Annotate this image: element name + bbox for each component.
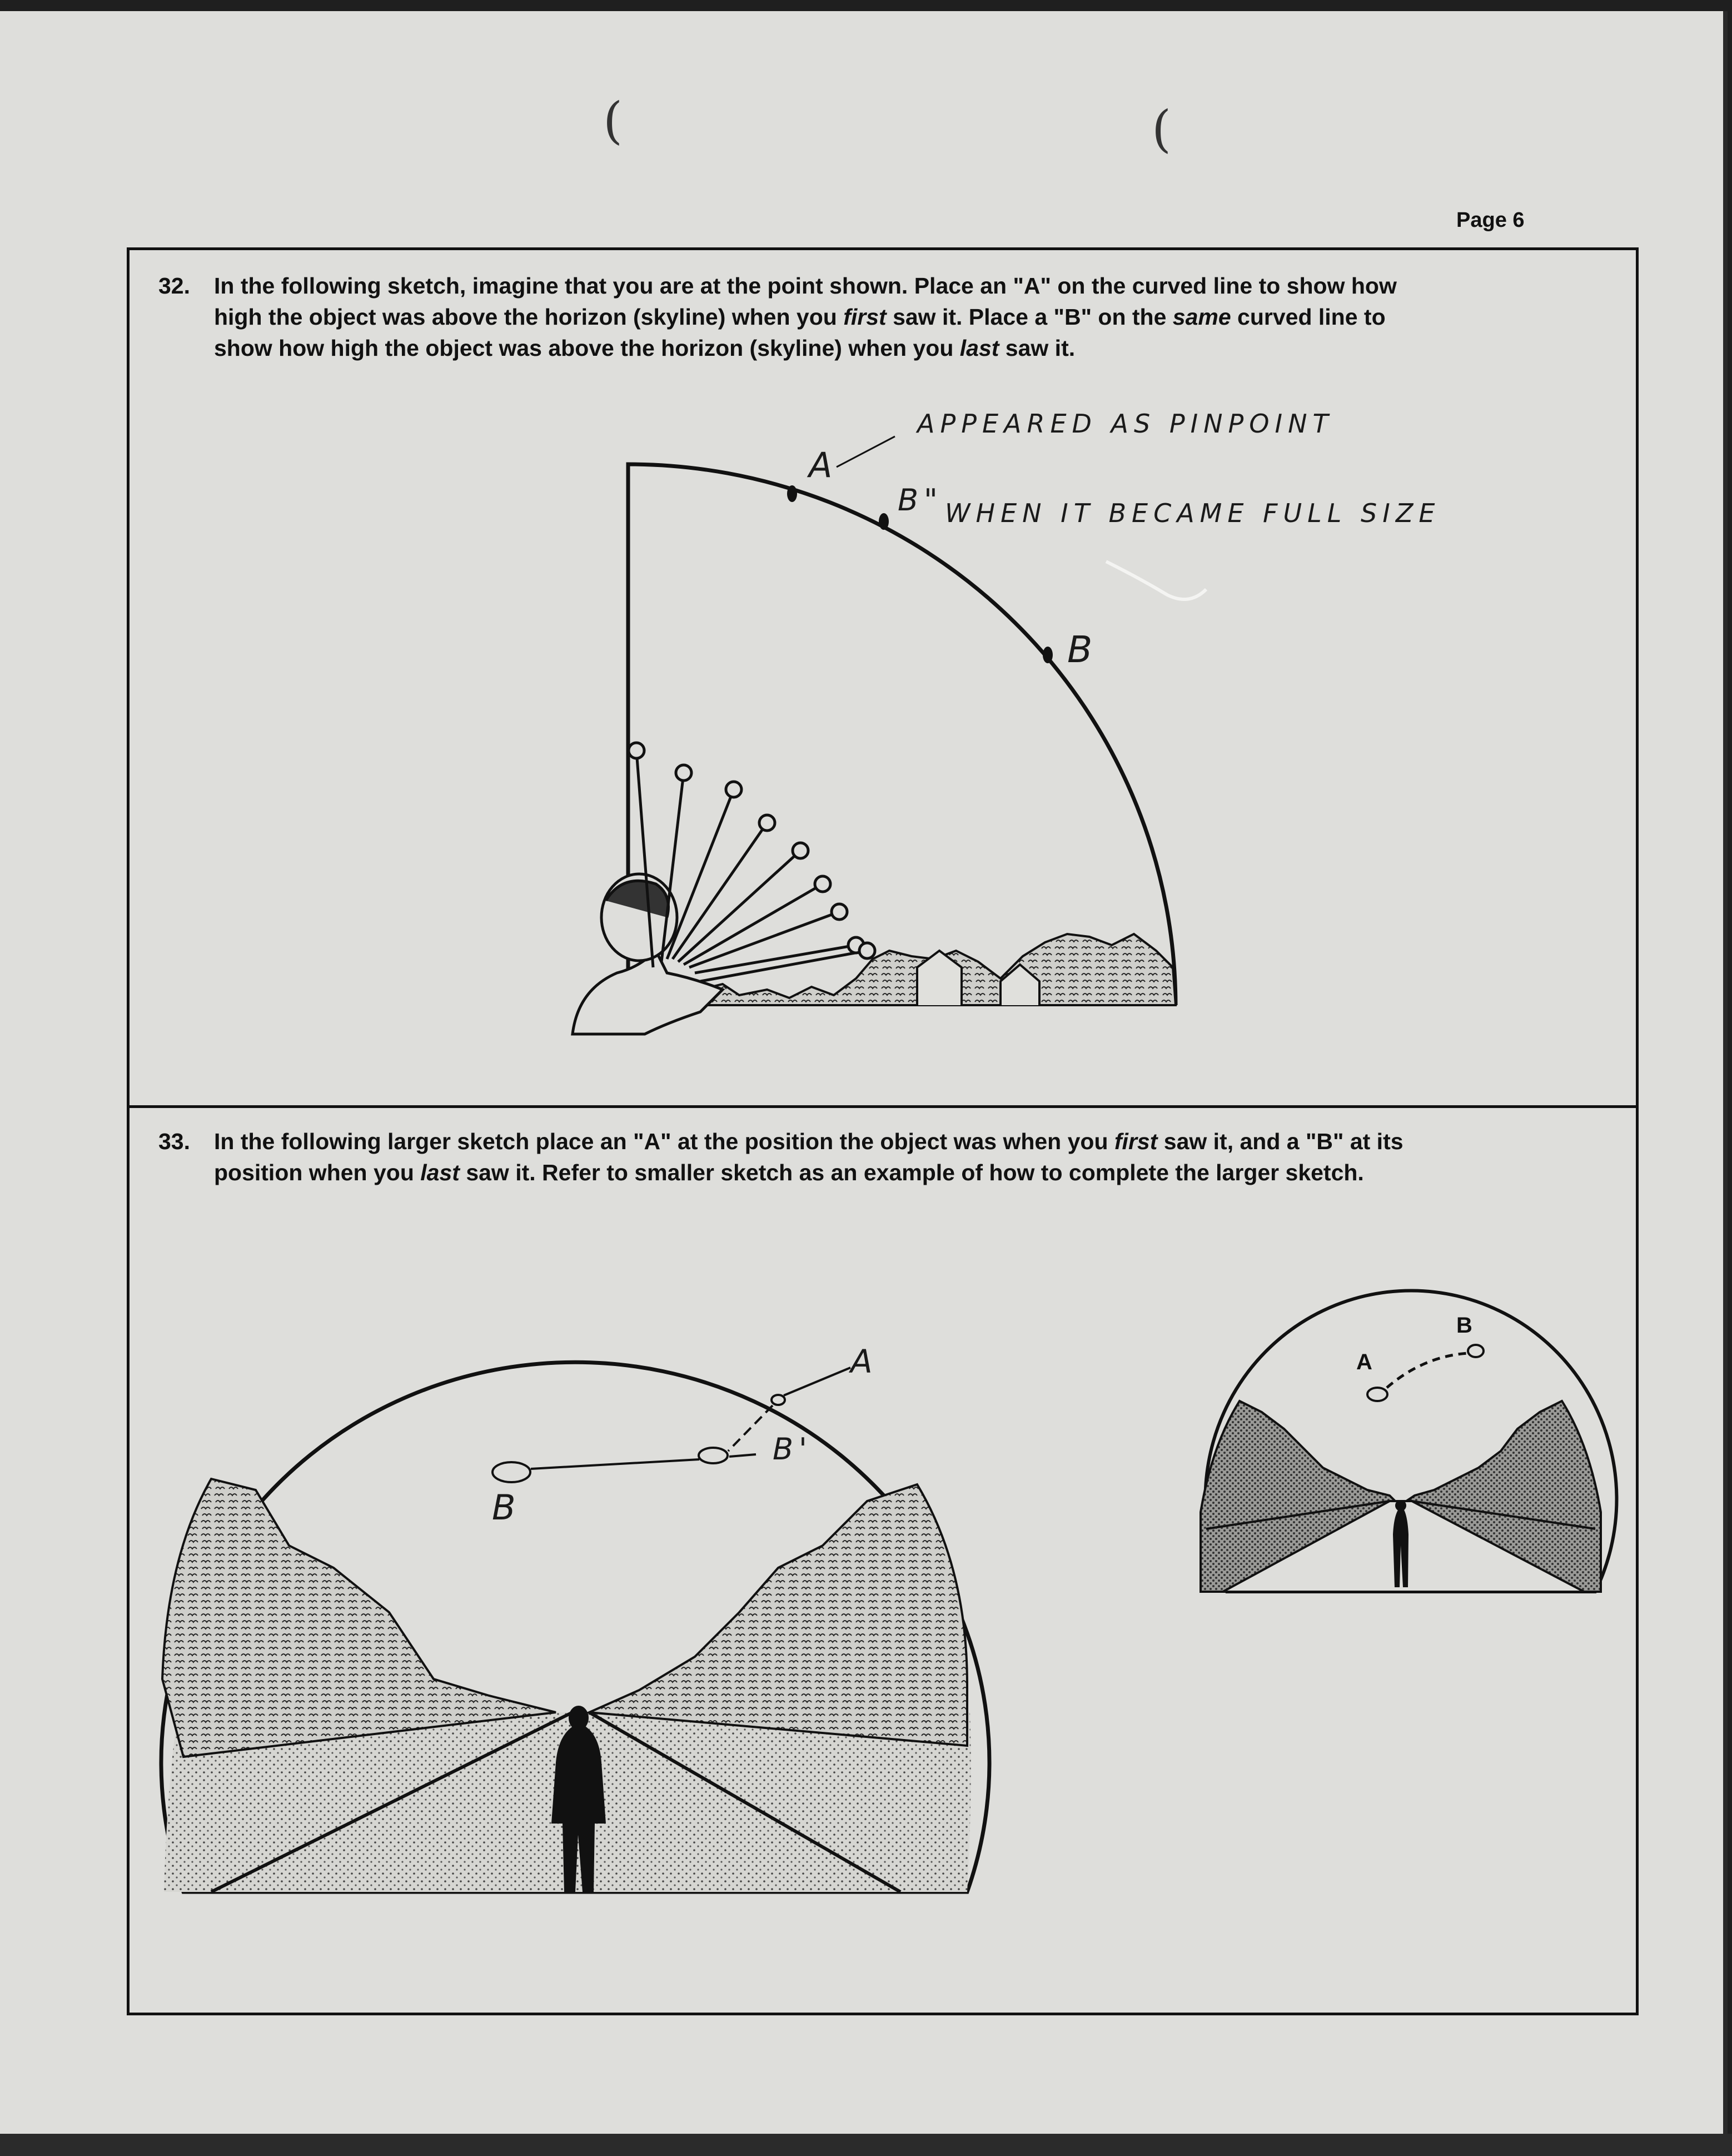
annotation-full-size: WHEN IT BECAME FULL SIZE (945, 498, 1441, 528)
annotation-pointer (837, 436, 895, 467)
q32-emph-same: same (1172, 304, 1231, 330)
annotation-appeared: APPEARED AS PINPOINT (917, 409, 1334, 439)
q32-line2-part: high the object was above the horizon (skyline) when you (214, 304, 844, 330)
mark-b-prime-dot (879, 513, 889, 530)
scan-edge (0, 2134, 1732, 2156)
q33-emph-last: last (420, 1160, 460, 1185)
white-scribble (1106, 562, 1206, 599)
sketch-label-b-prime: B' (773, 1432, 813, 1467)
large-street-sketch (161, 1362, 989, 1892)
q33-line1-part: In the following larger sketch place an "A" at the position the object was when you (214, 1129, 1114, 1154)
punch-mark-left: ( (603, 92, 623, 150)
mark-b-dot (1043, 647, 1053, 663)
mark-a-dot (787, 485, 797, 502)
q32-line2-part: saw it. Place a "B" on the (886, 304, 1173, 330)
object-a-marker (772, 1395, 785, 1405)
annotation-a: A (809, 445, 838, 485)
example-sketch (1201, 1290, 1617, 1592)
example-person-head (1395, 1500, 1406, 1511)
sketch-label-a: A (850, 1343, 878, 1380)
example-label-b: B (1456, 1313, 1472, 1338)
illustrations (0, 11, 1723, 2146)
sketch-label-b: B (492, 1487, 521, 1528)
q33-emph-first: first (1114, 1129, 1158, 1154)
pointing-man-figure (573, 743, 875, 1034)
q32-line1: In the following sketch, imagine that you are at the point shown. Place an "A" on the curved line to show how (214, 273, 1397, 299)
page-number: Page 6 (1456, 208, 1525, 232)
sky-arc (628, 464, 1176, 1005)
q32-emph-last: last (959, 335, 999, 361)
q33-line1-part: saw it, and a "B" at its (1157, 1129, 1403, 1154)
question-number: 32. (158, 273, 190, 299)
annotation-b-prime: B" (898, 483, 943, 518)
q32-line3-part: saw it. (999, 335, 1076, 361)
annotation-b: B (1067, 628, 1098, 671)
punch-mark-right: ( (1152, 100, 1172, 158)
q32-line3-part: show how high the object was above the horizon (skyline) when you (214, 335, 960, 361)
path-a (784, 1368, 850, 1395)
question-number: 33. (158, 1129, 190, 1154)
person-head (569, 1706, 589, 1730)
q32-line2-part: curved line to (1231, 304, 1386, 330)
example-label-a: A (1356, 1350, 1372, 1374)
q32-emph-first: first (843, 304, 887, 330)
q33-line2-part: saw it. Refer to smaller sketch as an example of how to complete the larger sketch. (459, 1160, 1364, 1185)
q33-line2-part: position when you (214, 1160, 421, 1185)
document-page (0, 11, 1728, 2146)
